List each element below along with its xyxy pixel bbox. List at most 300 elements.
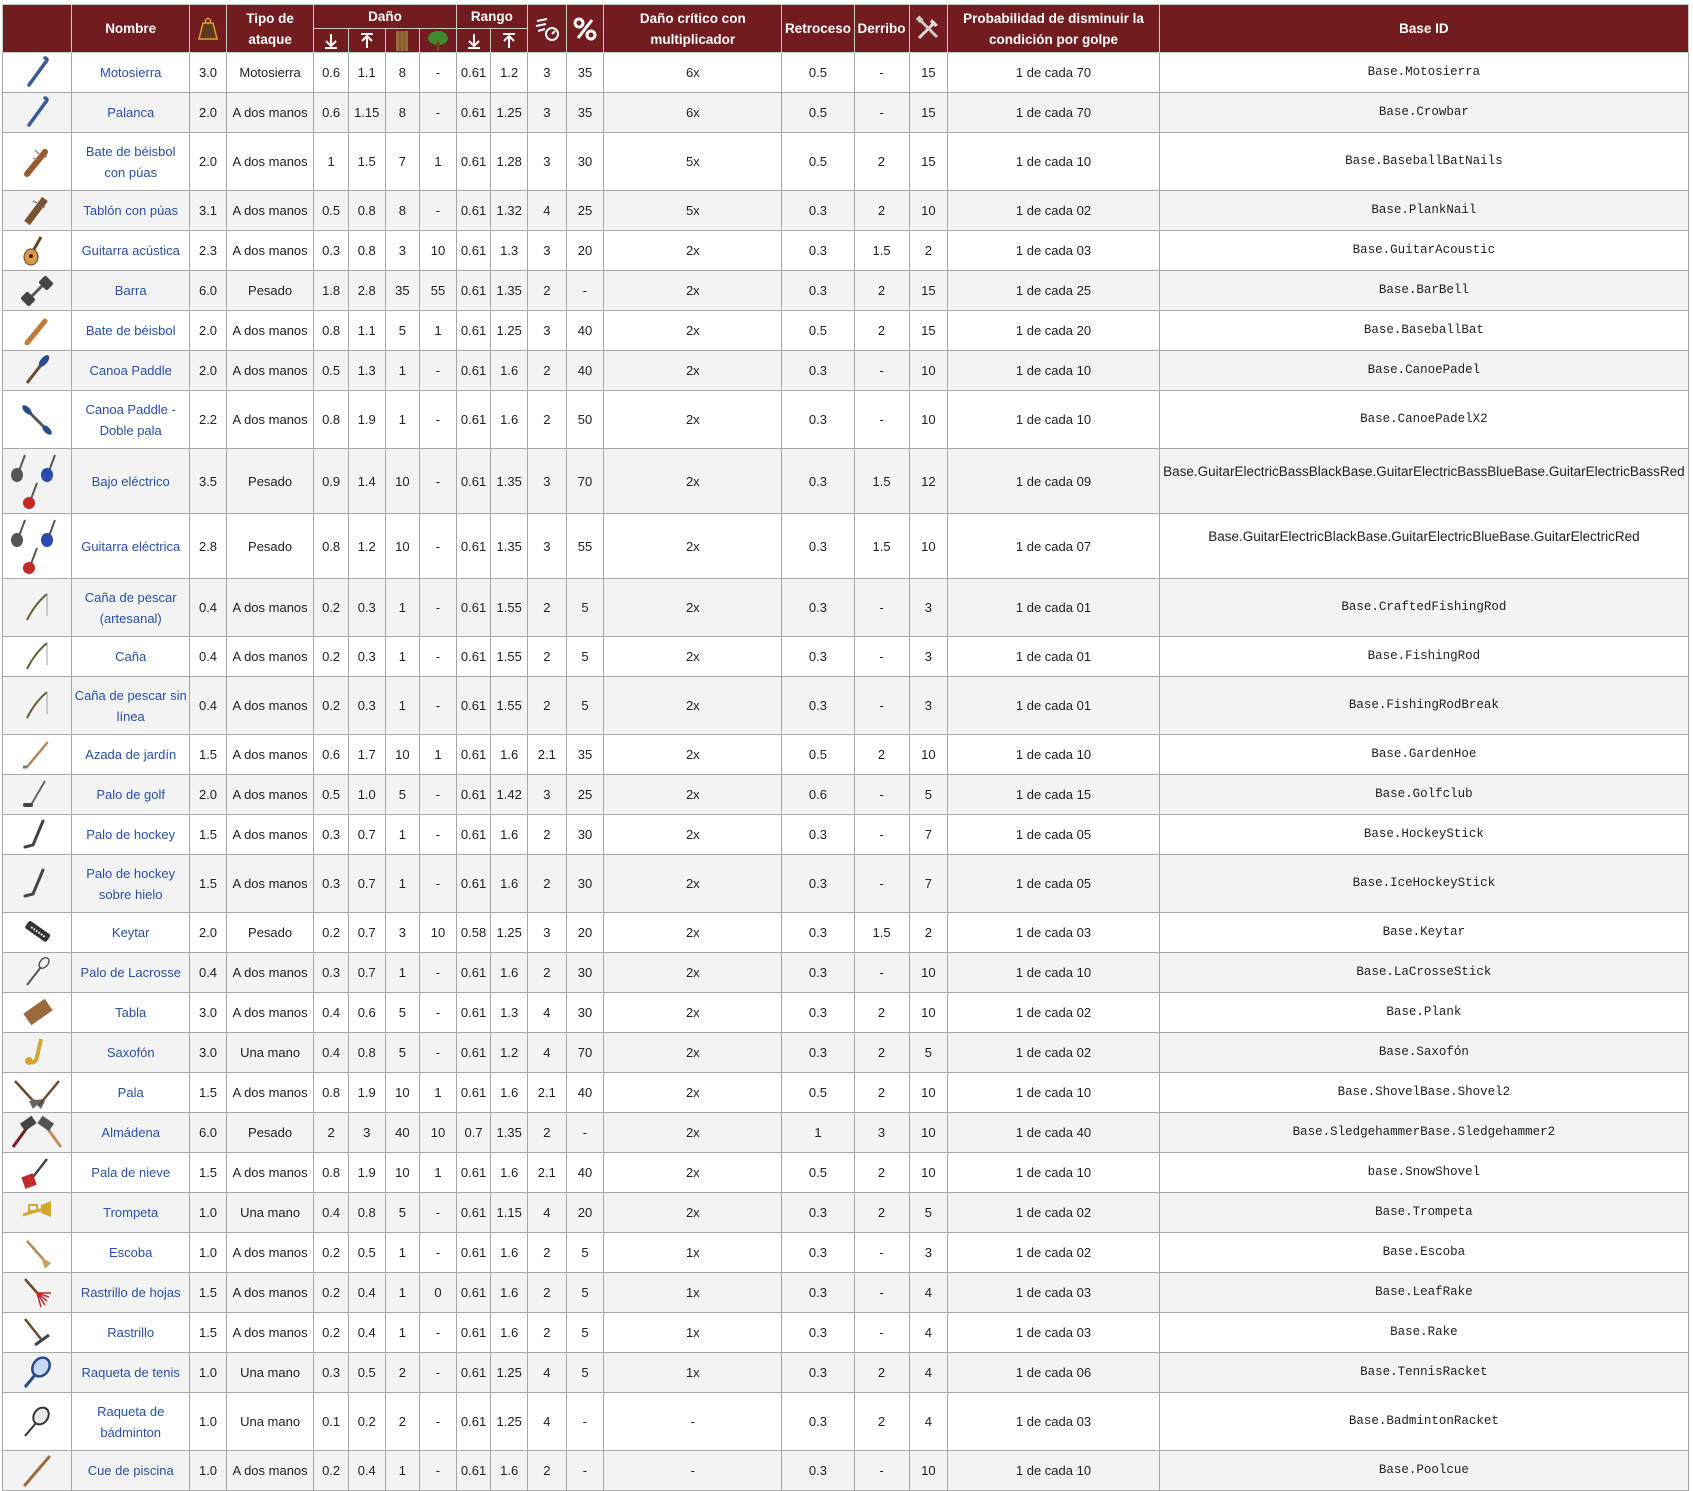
cell-tree: 1 — [420, 735, 457, 775]
cell-rmin: 0.61 — [456, 637, 491, 677]
cell-weight: 0.4 — [190, 677, 227, 735]
cell-type: A dos manos — [226, 1153, 314, 1193]
cell-dmax: 0.2 — [348, 1393, 385, 1451]
cell-weight: 1.5 — [190, 1073, 227, 1113]
cell-id: Base.LeafRake — [1159, 1273, 1688, 1313]
attack-speed-icon — [527, 5, 566, 53]
item-icon-cell — [3, 191, 72, 231]
item-name-link[interactable]: Barra — [114, 283, 147, 298]
cell-crit-pct: 5 — [566, 677, 604, 735]
cell-tree: - — [420, 1193, 457, 1233]
cell-crit-pct: 50 — [566, 391, 604, 449]
cell-repair: 10 — [909, 1113, 948, 1153]
item-name-cell — [72, 1393, 190, 1451]
cell-rmin: 0.61 — [456, 391, 491, 449]
item-name-link[interactable]: Bate de béisbol con púas — [85, 143, 176, 180]
cell-tree: - — [420, 93, 457, 133]
cell-weight: 0.4 — [190, 579, 227, 637]
cell-type: A dos manos — [226, 855, 314, 913]
cell-push: 0.3 — [782, 579, 854, 637]
item-name-link[interactable]: Caña de pescar (artesanal) — [84, 589, 177, 626]
leaf-rake-icon[interactable] — [19, 1275, 55, 1311]
cell-dmin: 0.4 — [314, 1033, 349, 1073]
cell-dmax: 1.9 — [348, 1073, 385, 1113]
cell-door: 3 — [385, 231, 420, 271]
cell-weight: 3.0 — [190, 993, 227, 1033]
cell-door: 5 — [385, 993, 420, 1033]
item-name-link[interactable]: Azada de jardín — [85, 747, 177, 762]
table-row — [3, 855, 1689, 913]
cell-cond: 1 de cada 02 — [948, 1233, 1160, 1273]
cell-door: 35 — [385, 271, 420, 311]
saxophone-icon[interactable] — [19, 1035, 55, 1071]
cell-door: 8 — [385, 53, 420, 93]
cell-push: 0.3 — [782, 191, 854, 231]
cell-crit-pct: - — [566, 1113, 604, 1153]
cell-repair: 4 — [909, 1273, 948, 1313]
barbell-icon[interactable] — [19, 273, 55, 309]
cell-rmin: 0.61 — [456, 1393, 491, 1451]
cell-repair: 10 — [909, 1451, 948, 1491]
tennis-racket-icon[interactable] — [19, 1355, 55, 1391]
table-row — [3, 1273, 1689, 1313]
cell-push: 0.5 — [782, 1153, 854, 1193]
cell-push: 0.3 — [782, 953, 854, 993]
table-row — [3, 815, 1689, 855]
header-knockdown: Derribo — [854, 5, 909, 53]
item-name-cell — [72, 351, 190, 391]
cell-crit-pct: 30 — [566, 953, 604, 993]
cell-push: 0.3 — [782, 351, 854, 391]
cell-dmax: 0.3 — [348, 677, 385, 735]
item-name-link[interactable]: Rastrillo de hojas — [80, 1285, 181, 1300]
cell-tree: - — [420, 579, 457, 637]
cell-type: A dos manos — [226, 1073, 314, 1113]
item-icon-cell — [3, 1073, 72, 1113]
cell-tree: 1 — [420, 1153, 457, 1193]
cell-tree: - — [420, 677, 457, 735]
cell-door: 10 — [385, 735, 420, 775]
item-name-link[interactable]: Tabla — [115, 1005, 147, 1020]
pool-cue-icon[interactable] — [19, 1453, 55, 1489]
cell-type: A dos manos — [226, 677, 314, 735]
cell-knock: 1.5 — [854, 449, 909, 514]
cell-rmax: 1.32 — [491, 191, 528, 231]
cell-repair: 10 — [909, 1073, 948, 1113]
cell-repair: 15 — [909, 311, 948, 351]
cell-dmax: 1.2 — [348, 514, 385, 579]
table-row — [3, 775, 1689, 815]
cell-tree: - — [420, 1393, 457, 1451]
cell-type: A dos manos — [226, 391, 314, 449]
cell-dmax: 0.7 — [348, 953, 385, 993]
item-name-link[interactable]: Palanca — [107, 105, 155, 120]
cell-crit: - — [604, 1451, 782, 1491]
cell-knock: - — [854, 93, 909, 133]
electric-guitar-icon[interactable] — [7, 516, 67, 576]
cell-rmax: 1.2 — [491, 1033, 528, 1073]
cell-type: A dos manos — [226, 1233, 314, 1273]
cell-speed: 4 — [527, 1353, 566, 1393]
cell-tree: 0 — [420, 1273, 457, 1313]
cell-rmax: 1.6 — [491, 855, 528, 913]
cell-type: A dos manos — [226, 351, 314, 391]
cell-tree: - — [420, 53, 457, 93]
cell-cond: 1 de cada 03 — [948, 1273, 1160, 1313]
cell-id: Base.BaseballBatNails — [1159, 133, 1688, 191]
cell-type: Una mano — [226, 1033, 314, 1073]
cell-crit-pct: 20 — [566, 913, 604, 953]
item-name-link[interactable]: Almádena — [101, 1125, 160, 1140]
cell-crit-pct: - — [566, 1393, 604, 1451]
chainsaw-icon[interactable] — [19, 55, 55, 91]
cell-weight: 3.5 — [190, 449, 227, 514]
item-icon-cell — [3, 53, 72, 93]
golf-club-icon[interactable] — [19, 777, 55, 813]
item-name-link[interactable]: Raqueta de tenis — [81, 1365, 180, 1380]
item-name-cell — [72, 311, 190, 351]
cell-dmin: 0.2 — [314, 1451, 349, 1491]
item-icon-cell — [3, 1451, 72, 1491]
cell-rmin: 0.61 — [456, 1233, 491, 1273]
item-name-link[interactable]: Pala — [117, 1085, 144, 1100]
cell-cond: 1 de cada 01 — [948, 579, 1160, 637]
cell-crit: 2x — [604, 231, 782, 271]
cell-rmax: 1.6 — [491, 391, 528, 449]
cell-type: Pesado — [226, 514, 314, 579]
spiked-plank-icon[interactable] — [19, 193, 55, 229]
cell-push: 0.3 — [782, 993, 854, 1033]
lacrosse-stick-icon[interactable] — [19, 955, 55, 991]
cell-knock: 2 — [854, 1393, 909, 1451]
cell-rmin: 0.61 — [456, 1451, 491, 1491]
cell-knock: - — [854, 775, 909, 815]
cell-push: 0.5 — [782, 93, 854, 133]
cell-id: Base.CanoePadelX2 — [1159, 391, 1688, 449]
cell-push: 0.3 — [782, 1393, 854, 1451]
cell-repair: 5 — [909, 1193, 948, 1233]
cell-dmin: 0.4 — [314, 1193, 349, 1233]
cell-weight: 2.0 — [190, 775, 227, 815]
cell-dmax: 0.8 — [348, 191, 385, 231]
cell-crit-pct: 30 — [566, 815, 604, 855]
cell-speed: 3 — [527, 231, 566, 271]
cell-cond: 1 de cada 02 — [948, 191, 1160, 231]
cell-id: Base.GuitarAcoustic — [1159, 231, 1688, 271]
item-name-link[interactable]: Cue de piscina — [87, 1463, 174, 1478]
cell-door: 5 — [385, 775, 420, 815]
cell-cond: 1 de cada 01 — [948, 677, 1160, 735]
cell-crit: 1x — [604, 1233, 782, 1273]
cell-tree: 10 — [420, 913, 457, 953]
item-icon-cell — [3, 1233, 72, 1273]
cell-knock: 2 — [854, 133, 909, 191]
cell-push: 0.3 — [782, 271, 854, 311]
table-row — [3, 1233, 1689, 1273]
snow-shovel-icon[interactable] — [19, 1155, 55, 1191]
item-name-link[interactable]: Palo de hockey sobre hielo — [86, 865, 176, 902]
item-name-link[interactable]: Trompeta — [103, 1205, 159, 1220]
cell-tree: 55 — [420, 271, 457, 311]
electric-bass-icon[interactable] — [7, 451, 67, 511]
cell-rmin: 0.61 — [456, 1073, 491, 1113]
cell-knock: 1.5 — [854, 514, 909, 579]
cell-dmax: 1.15 — [348, 93, 385, 133]
garden-hoe-icon[interactable] — [19, 737, 55, 773]
badminton-racket-icon[interactable] — [19, 1404, 55, 1440]
cell-rmin: 0.61 — [456, 1153, 491, 1193]
cell-crit-pct: 20 — [566, 231, 604, 271]
cell-type: Motosierra — [226, 53, 314, 93]
item-name-cell — [72, 677, 190, 735]
cell-type: A dos manos — [226, 1273, 314, 1313]
spiked-bat-icon[interactable] — [19, 144, 55, 180]
item-name-link[interactable]: Escoba — [109, 1245, 153, 1260]
broom-icon[interactable] — [19, 1235, 55, 1271]
cell-knock: - — [854, 579, 909, 637]
cell-door: 1 — [385, 391, 420, 449]
item-icon-cell — [3, 1153, 72, 1193]
item-icon-cell — [3, 1193, 72, 1233]
fishing-rod-broken-icon[interactable] — [19, 688, 55, 724]
sledgehammer-icon[interactable] — [7, 1115, 67, 1151]
cell-push: 0.3 — [782, 1353, 854, 1393]
cell-dmax: 0.5 — [348, 1233, 385, 1273]
cell-cond: 1 de cada 06 — [948, 1353, 1160, 1393]
item-name-link[interactable]: Guitarra eléctrica — [81, 538, 181, 554]
cell-cond: 1 de cada 40 — [948, 1113, 1160, 1153]
cell-type: A dos manos — [226, 133, 314, 191]
cell-id: Base.Motosierra — [1159, 53, 1688, 93]
plank-icon[interactable] — [19, 995, 55, 1031]
table-row — [3, 93, 1689, 133]
cell-push: 0.3 — [782, 913, 854, 953]
item-name-cell — [72, 271, 190, 311]
cell-rmin: 0.61 — [456, 351, 491, 391]
cell-repair: 4 — [909, 1393, 948, 1451]
tree-icon — [420, 29, 457, 53]
item-name-link[interactable]: Bate de béisbol — [85, 323, 176, 338]
cell-push: 0.3 — [782, 1273, 854, 1313]
table-row — [3, 1073, 1689, 1113]
cell-tree: - — [420, 993, 457, 1033]
item-name-link[interactable]: Palo de Lacrosse — [80, 965, 181, 980]
cell-push: 0.3 — [782, 1233, 854, 1273]
table-row — [3, 311, 1689, 351]
cell-rmin: 0.61 — [456, 775, 491, 815]
item-name-link[interactable]: Palo de hockey — [86, 827, 176, 842]
cell-id: Base.ShovelBase.Shovel2 — [1159, 1073, 1688, 1113]
cell-rmax: 1.2 — [491, 53, 528, 93]
item-name-link[interactable]: Palo de golf — [96, 787, 166, 802]
cell-speed: 3 — [527, 53, 566, 93]
cell-door: 3 — [385, 913, 420, 953]
cell-door: 40 — [385, 1113, 420, 1153]
crowbar-icon[interactable] — [19, 95, 55, 131]
cell-knock: - — [854, 1313, 909, 1353]
item-name-cell — [72, 579, 190, 637]
cell-dmax: 0.4 — [348, 1273, 385, 1313]
cell-knock: - — [854, 1273, 909, 1313]
item-icon-cell — [3, 311, 72, 351]
cell-door: 10 — [385, 514, 420, 579]
fishing-rod-icon[interactable] — [19, 639, 55, 675]
cell-door: 10 — [385, 1073, 420, 1113]
acoustic-guitar-icon[interactable] — [19, 233, 55, 269]
cell-cond: 1 de cada 09 — [948, 449, 1160, 514]
item-icon-cell — [3, 93, 72, 133]
cell-rmin: 0.61 — [456, 514, 491, 579]
cell-rmin: 0.61 — [456, 271, 491, 311]
cell-crit-pct: 40 — [566, 311, 604, 351]
cell-rmax: 1.28 — [491, 133, 528, 191]
cell-id: Base.GuitarElectricBassBlackBase.GuitarElectricBassBlueBase.GuitarElectricBassRed — [1159, 449, 1688, 514]
cell-dmin: 0.2 — [314, 637, 349, 677]
cell-type: A dos manos — [226, 815, 314, 855]
table-row — [3, 1451, 1689, 1491]
cell-door: 2 — [385, 1393, 420, 1451]
cell-type: A dos manos — [226, 191, 314, 231]
item-name-link[interactable]: Tablón con púas — [83, 203, 179, 218]
cell-tree: - — [420, 351, 457, 391]
cell-speed: 4 — [527, 1393, 566, 1451]
item-name-link[interactable]: Canoa Paddle - Doble pala — [85, 401, 176, 438]
header-icon-col — [3, 5, 72, 53]
cell-dmin: 0.3 — [314, 1353, 349, 1393]
hockey-stick-icon[interactable] — [19, 817, 55, 853]
crafted-fishing-rod-icon[interactable] — [19, 590, 55, 626]
cell-dmin: 0.5 — [314, 191, 349, 231]
cell-repair: 10 — [909, 735, 948, 775]
cell-crit-pct: 40 — [566, 1153, 604, 1193]
item-name-link[interactable]: Raqueta de bádminton — [97, 1403, 165, 1440]
cell-weight: 6.0 — [190, 1113, 227, 1153]
item-name-cell — [72, 514, 190, 579]
cell-dmin: 0.6 — [314, 735, 349, 775]
table-row — [3, 231, 1689, 271]
cell-knock: - — [854, 637, 909, 677]
cell-rmin: 0.61 — [456, 231, 491, 271]
cell-dmax: 0.6 — [348, 993, 385, 1033]
cell-cond: 1 de cada 10 — [948, 133, 1160, 191]
cell-push: 0.3 — [782, 855, 854, 913]
keytar-icon[interactable] — [19, 915, 55, 951]
item-name-link[interactable]: Caña — [115, 649, 147, 664]
item-icon-cell — [3, 855, 72, 913]
cell-crit: 2x — [604, 775, 782, 815]
cell-door: 1 — [385, 351, 420, 391]
cell-push: 0.3 — [782, 637, 854, 677]
cell-type: A dos manos — [226, 1451, 314, 1491]
cell-knock: 2 — [854, 191, 909, 231]
cell-type: Una mano — [226, 1353, 314, 1393]
cell-speed: 2 — [527, 637, 566, 677]
cell-push: 1 — [782, 1113, 854, 1153]
cell-dmin: 0.1 — [314, 1393, 349, 1451]
cell-cond: 1 de cada 10 — [948, 351, 1160, 391]
cell-weight: 2.0 — [190, 351, 227, 391]
cell-tree: - — [420, 1313, 457, 1353]
cell-id: Base.BadmintonRacket — [1159, 1393, 1688, 1451]
cell-rmax: 1.6 — [491, 815, 528, 855]
item-name-link[interactable]: Bajo eléctrico — [91, 473, 170, 489]
cell-tree: - — [420, 815, 457, 855]
cell-rmin: 0.61 — [456, 449, 491, 514]
cell-speed: 2 — [527, 855, 566, 913]
item-name-link[interactable]: Rastrillo — [107, 1325, 155, 1340]
item-icon-cell — [3, 1113, 72, 1153]
cell-dmax: 0.5 — [348, 1353, 385, 1393]
item-name-cell — [72, 637, 190, 677]
cell-speed: 3 — [527, 514, 566, 579]
table-row — [3, 579, 1689, 637]
item-icon-cell — [3, 514, 72, 579]
cell-dmax: 3 — [348, 1113, 385, 1153]
cell-repair: 3 — [909, 637, 948, 677]
cell-crit-pct: 35 — [566, 93, 604, 133]
cell-type: Una mano — [226, 1393, 314, 1451]
cell-knock: 2 — [854, 735, 909, 775]
item-icon-cell — [3, 231, 72, 271]
cell-knock: 2 — [854, 1193, 909, 1233]
cell-id: Base.HockeyStick — [1159, 815, 1688, 855]
trumpet-icon[interactable] — [19, 1195, 55, 1231]
cell-push: 0.3 — [782, 231, 854, 271]
cell-rmax: 1.6 — [491, 735, 528, 775]
cell-dmin: 0.8 — [314, 391, 349, 449]
damage-min-arrow-down-icon — [314, 29, 349, 53]
item-name-link[interactable]: Caña de pescar sin línea — [74, 687, 187, 724]
cell-rmax: 1.25 — [491, 311, 528, 351]
cell-type: Pesado — [226, 1113, 314, 1153]
item-name-link[interactable]: Canoa Paddle — [89, 363, 172, 378]
item-name-link[interactable]: Pala de nieve — [91, 1165, 171, 1180]
rake-icon[interactable] — [19, 1315, 55, 1351]
cell-weight: 2.8 — [190, 514, 227, 579]
item-name-link[interactable]: Keytar — [111, 925, 150, 940]
shovel-icon[interactable] — [7, 1075, 67, 1111]
cell-id: Base.FishingRod — [1159, 637, 1688, 677]
baseball-bat-icon[interactable] — [19, 313, 55, 349]
table-row — [3, 53, 1689, 93]
cell-cond: 1 de cada 10 — [948, 1073, 1160, 1113]
cell-dmin: 1.8 — [314, 271, 349, 311]
cell-crit-pct: 40 — [566, 1073, 604, 1113]
double-paddle-icon[interactable] — [19, 402, 55, 438]
cell-speed: 3 — [527, 775, 566, 815]
cell-knock: 3 — [854, 1113, 909, 1153]
item-name-link[interactable]: Saxofón — [106, 1045, 155, 1060]
item-name-cell — [72, 855, 190, 913]
item-icon-cell — [3, 775, 72, 815]
cell-id: Base.BarBell — [1159, 271, 1688, 311]
paddle-icon[interactable] — [19, 353, 55, 389]
cell-repair: 5 — [909, 775, 948, 815]
cell-speed: 3 — [527, 449, 566, 514]
ice-hockey-stick-icon[interactable] — [19, 866, 55, 902]
cell-speed: 2 — [527, 351, 566, 391]
cell-crit-pct: - — [566, 271, 604, 311]
header-range: Rango — [456, 5, 527, 29]
cell-crit-pct: 5 — [566, 1273, 604, 1313]
item-name-cell — [72, 1153, 190, 1193]
cell-crit-pct: 70 — [566, 449, 604, 514]
cell-push: 0.3 — [782, 1451, 854, 1491]
header-pushback: Retroceso — [782, 5, 854, 53]
item-name-link[interactable]: Motosierra — [99, 65, 162, 80]
cell-crit: 1x — [604, 1273, 782, 1313]
item-name-link[interactable]: Guitarra acústica — [81, 243, 180, 258]
